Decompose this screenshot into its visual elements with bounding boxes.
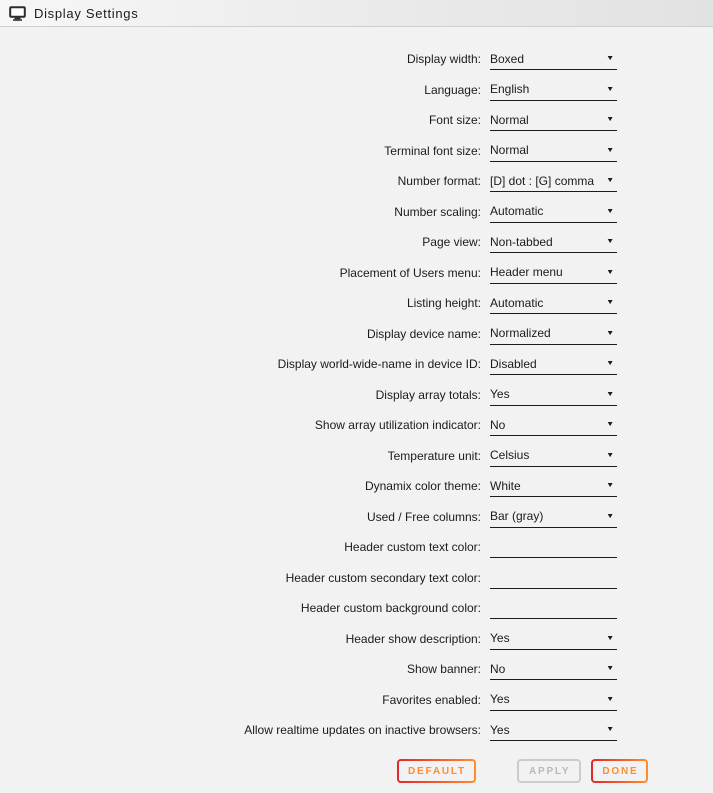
temperature-unit-select[interactable] [490, 445, 617, 467]
used-free-columns-label: Used / Free columns: [366, 509, 481, 524]
temperature-unit-value: Celsius [490, 448, 530, 463]
number-scaling-label: Number scaling: [394, 204, 481, 219]
row-page-view [0, 227, 713, 258]
display-width-select[interactable] [490, 48, 617, 70]
terminal-font-size-value: Normal [490, 143, 529, 158]
chevron-down-icon: ▼ [606, 299, 615, 307]
font-size-value: Normal [490, 112, 529, 127]
default-button[interactable] [397, 759, 476, 783]
dynamix-color-theme-label: Dynamix color theme: [364, 479, 481, 494]
chevron-down-icon: ▼ [606, 665, 615, 673]
row-display-array-totals [0, 380, 713, 411]
chevron-down-icon: ▼ [606, 482, 615, 490]
favorites-enabled-label: Favorites enabled: [382, 692, 481, 707]
row-display-device-name [0, 319, 713, 350]
placement-of-users-menu-select[interactable] [490, 262, 617, 284]
titlebar [0, 0, 713, 27]
chevron-down-icon: ▼ [606, 695, 615, 703]
chevron-down-icon: ▼ [606, 238, 615, 246]
chevron-down-icon: ▼ [606, 390, 615, 398]
number-format-value: [D] dot : [G] comma [490, 173, 595, 188]
header-custom-secondary-text-color-input[interactable] [490, 567, 617, 589]
row-font-size [0, 105, 713, 136]
language-value: English [490, 82, 530, 97]
show-array-utilization-indicator-value: No [490, 417, 506, 432]
row-terminal-font-size [0, 136, 713, 167]
temperature-unit-label: Temperature unit: [387, 448, 481, 463]
allow-realtime-updates-on-inactive-browsers-value: Yes [490, 722, 510, 737]
display-icon [9, 6, 26, 21]
dynamix-color-theme-select[interactable] [490, 475, 617, 497]
display-world-wide-name-in-device-id-value: Disabled [490, 356, 537, 371]
dynamix-color-theme-value: White [490, 478, 521, 493]
show-banner-value: No [490, 661, 506, 676]
settings-form [0, 27, 713, 746]
header-show-description-label: Header show description: [345, 631, 481, 646]
done-button-label: DONE [593, 761, 646, 781]
row-allow-realtime-updates-on-inactive-browsers [0, 715, 713, 746]
chevron-down-icon: ▼ [606, 268, 615, 276]
apply-button[interactable]: APPLY [517, 759, 581, 783]
row-display-width [0, 44, 713, 75]
row-number-scaling [0, 197, 713, 228]
listing-height-select[interactable] [490, 292, 617, 314]
footer-actions [0, 759, 713, 783]
language-select[interactable] [490, 79, 617, 101]
placement-of-users-menu-value: Header menu [490, 265, 563, 280]
row-favorites-enabled [0, 685, 713, 716]
show-banner-label: Show banner: [406, 662, 481, 677]
show-array-utilization-indicator-select[interactable] [490, 414, 617, 436]
favorites-enabled-value: Yes [490, 692, 510, 707]
display-device-name-select[interactable] [490, 323, 617, 345]
done-button[interactable] [591, 759, 648, 783]
chevron-down-icon: ▼ [606, 207, 615, 215]
header-show-description-value: Yes [490, 631, 510, 646]
row-show-banner [0, 654, 713, 685]
display-world-wide-name-in-device-id-label: Display world-wide-name in device ID: [277, 357, 481, 372]
font-size-select[interactable] [490, 109, 617, 131]
display-array-totals-select[interactable] [490, 384, 617, 406]
row-header-custom-text-color [0, 532, 713, 563]
row-language [0, 75, 713, 106]
chevron-down-icon: ▼ [606, 329, 615, 337]
display-world-wide-name-in-device-id-select[interactable] [490, 353, 617, 375]
chevron-down-icon: ▼ [606, 360, 615, 368]
used-free-columns-select[interactable] [490, 506, 617, 528]
favorites-enabled-select[interactable] [490, 689, 617, 711]
header-custom-text-color-label: Header custom text color: [344, 540, 481, 555]
font-size-label: Font size: [428, 113, 481, 128]
display-array-totals-label: Display array totals: [375, 387, 481, 402]
chevron-down-icon: ▼ [606, 451, 615, 459]
chevron-down-icon: ▼ [606, 421, 615, 429]
row-temperature-unit [0, 441, 713, 472]
chevron-down-icon: ▼ [606, 634, 615, 642]
show-banner-select[interactable] [490, 658, 617, 680]
page-title: Display Settings [34, 5, 139, 21]
chevron-down-icon: ▼ [606, 55, 615, 63]
chevron-down-icon: ▼ [606, 177, 615, 185]
chevron-down-icon: ▼ [606, 512, 615, 520]
language-label: Language: [424, 82, 481, 97]
show-array-utilization-indicator-label: Show array utilization indicator: [314, 418, 481, 433]
default-button-label: DEFAULT [399, 761, 474, 781]
header-custom-background-color-label: Header custom background color: [300, 601, 481, 616]
chevron-down-icon: ▼ [606, 85, 615, 93]
row-header-show-description [0, 624, 713, 655]
chevron-down-icon: ▼ [606, 116, 615, 124]
terminal-font-size-label: Terminal font size: [384, 143, 481, 158]
number-scaling-value: Automatic [490, 204, 544, 219]
display-device-name-label: Display device name: [366, 326, 481, 341]
used-free-columns-value: Bar (gray) [490, 509, 544, 524]
page-view-select[interactable] [490, 231, 617, 253]
terminal-font-size-select[interactable] [490, 140, 617, 162]
row-display-world-wide-name-in-device-id [0, 349, 713, 380]
header-show-description-select[interactable] [490, 628, 617, 650]
number-scaling-select[interactable] [490, 201, 617, 223]
number-format-label: Number format: [397, 174, 481, 189]
row-header-custom-secondary-text-color [0, 563, 713, 594]
chevron-down-icon: ▼ [606, 726, 615, 734]
header-custom-text-color-input[interactable] [490, 536, 617, 558]
header-custom-secondary-text-color-label: Header custom secondary text color: [285, 570, 481, 585]
display-width-label: Display width: [406, 52, 481, 67]
row-placement-of-users-menu [0, 258, 713, 289]
number-format-select[interactable] [490, 170, 617, 192]
listing-height-value: Automatic [490, 295, 544, 310]
row-used-free-columns [0, 502, 713, 533]
allow-realtime-updates-on-inactive-browsers-label: Allow realtime updates on inactive browsers: [244, 723, 481, 738]
row-number-format [0, 166, 713, 197]
row-show-array-utilization-indicator [0, 410, 713, 441]
row-dynamix-color-theme [0, 471, 713, 502]
listing-height-label: Listing height: [406, 296, 481, 311]
placement-of-users-menu-label: Placement of Users menu: [339, 265, 481, 280]
row-listing-height [0, 288, 713, 319]
chevron-down-icon: ▼ [606, 146, 615, 154]
header-custom-background-color-input[interactable] [490, 597, 617, 619]
row-header-custom-background-color [0, 593, 713, 624]
allow-realtime-updates-on-inactive-browsers-select[interactable] [490, 719, 617, 741]
display-device-name-value: Normalized [490, 326, 551, 341]
display-width-value: Boxed [490, 51, 525, 66]
display-array-totals-value: Yes [490, 387, 510, 402]
page-view-label: Page view: [422, 235, 481, 250]
page-view-value: Non-tabbed [490, 234, 553, 249]
